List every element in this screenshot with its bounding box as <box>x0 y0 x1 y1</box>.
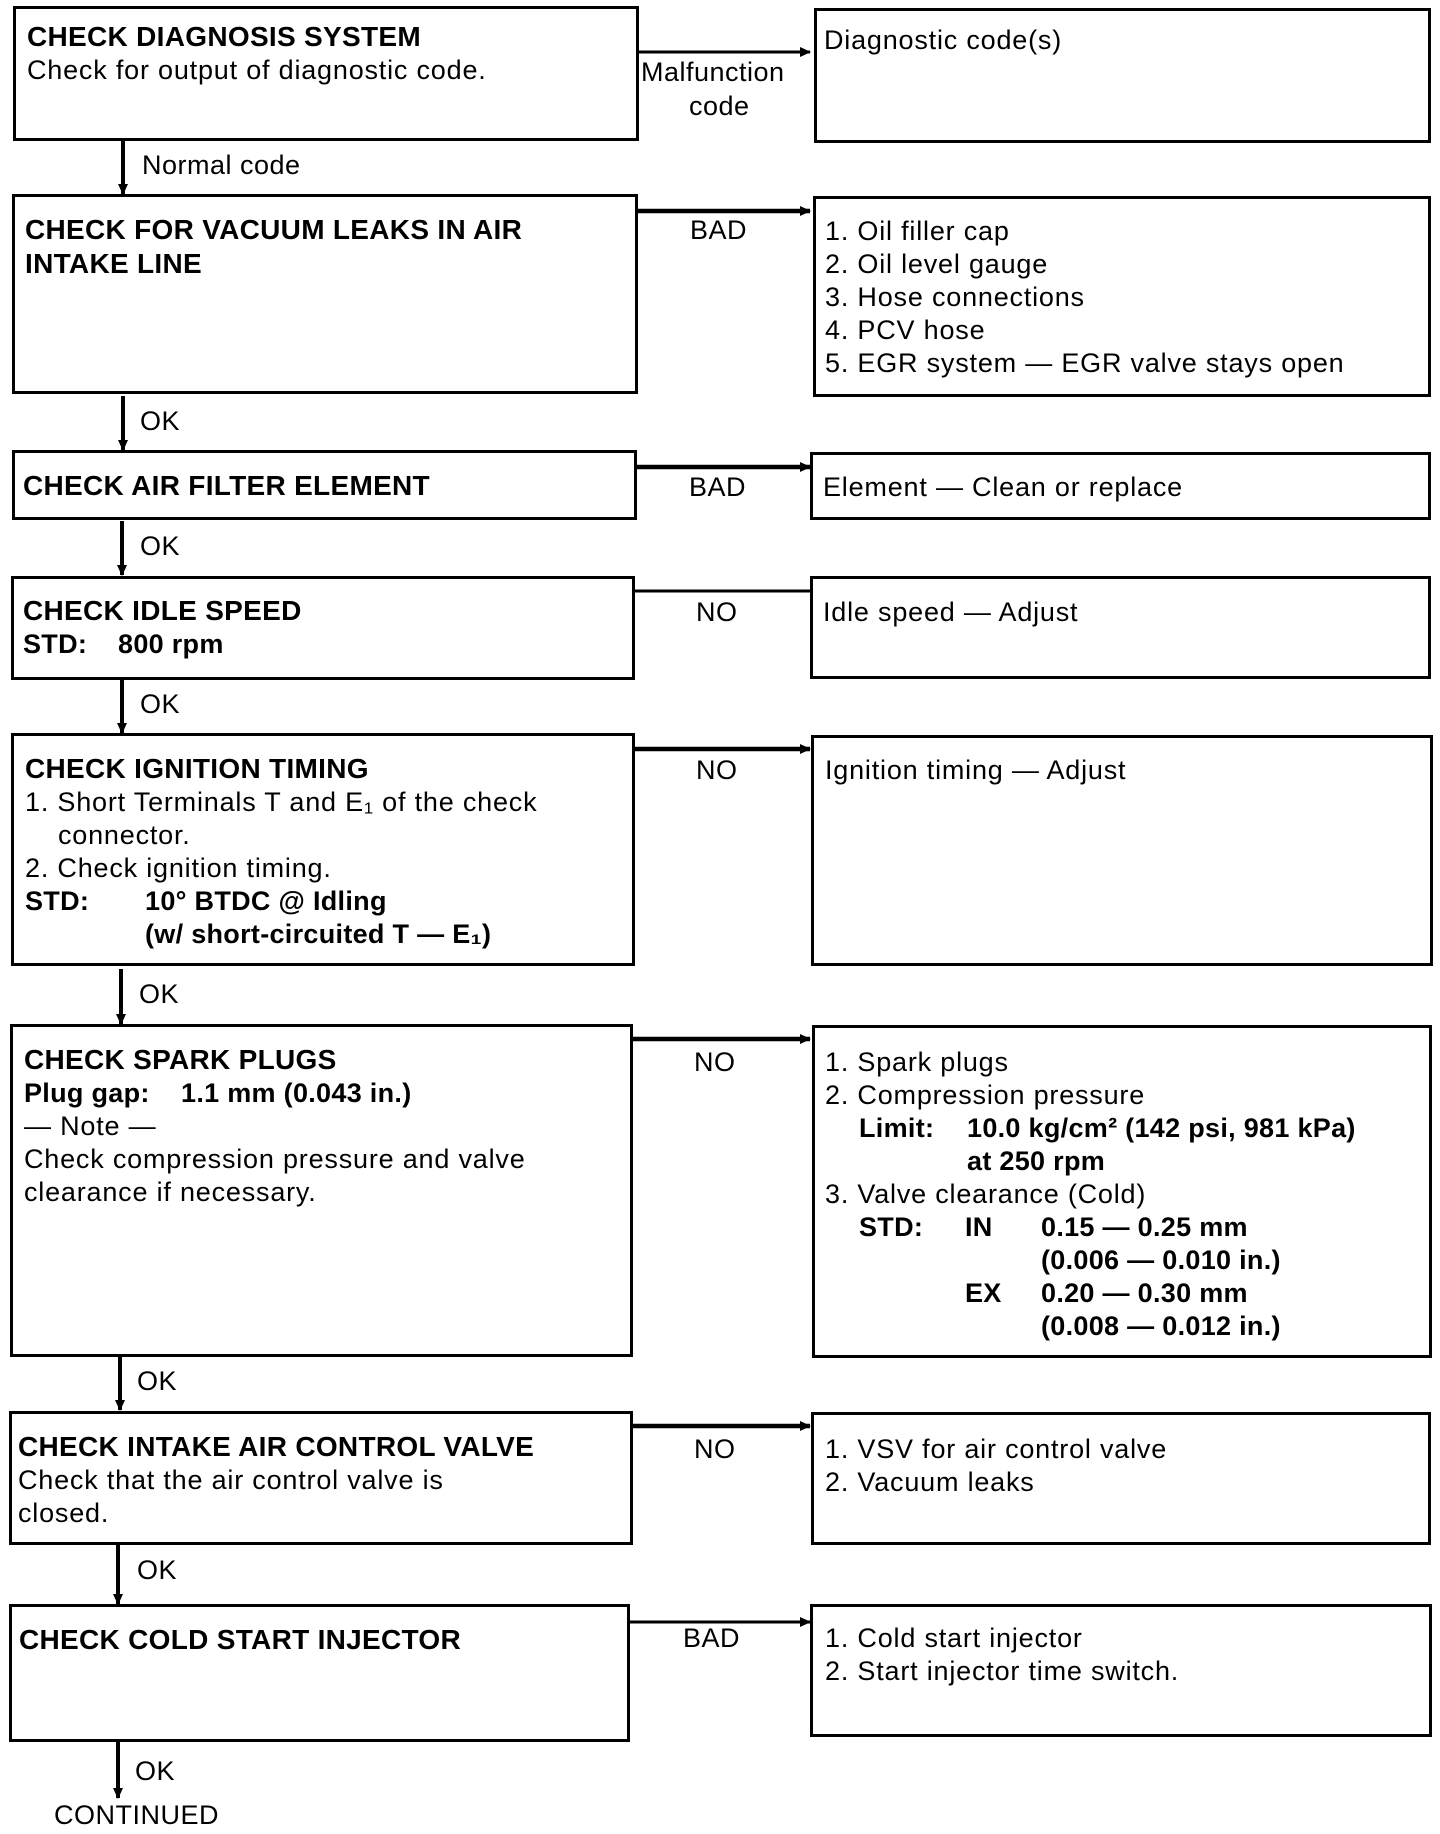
step-6-limit-value-2: at 250 rpm <box>967 1146 1106 1176</box>
step-1-next-label: Normal code <box>142 150 301 180</box>
step-8-title: CHECK COLD START INJECTOR <box>19 1624 462 1655</box>
step-6-ex-label: EX <box>965 1278 1002 1308</box>
step-8-branch-label: BAD <box>683 1623 741 1653</box>
step-7-body-1: Check that the air control valve is <box>18 1465 444 1495</box>
step-7-result-2: 2. Vacuum leaks <box>825 1467 1035 1497</box>
step-6-gap-value: 1.1 mm (0.043 in.) <box>181 1078 412 1108</box>
step-4-std-value: 800 rpm <box>118 629 224 659</box>
step-1-branch-label-line-2: code <box>689 91 750 121</box>
step-5-body-1: 1. Short Terminals T and E₁ of the check <box>25 787 538 817</box>
step-1-title: CHECK DIAGNOSIS SYSTEM <box>27 21 421 52</box>
step-8-next-label: OK <box>135 1756 176 1786</box>
step-6-result-3: 3. Valve clearance (Cold) <box>825 1179 1147 1209</box>
step-7-result-1: 1. VSV for air control valve <box>825 1434 1168 1464</box>
step-4-next-label: OK <box>140 689 181 719</box>
step-5-branch-label: NO <box>696 755 738 785</box>
step-1-result: Diagnostic code(s) <box>824 25 1062 55</box>
step-3-branch-label: BAD <box>689 472 747 502</box>
step-8-result-2: 2. Start injector time switch. <box>825 1656 1180 1686</box>
step-6-result-1: 1. Spark plugs <box>825 1047 1009 1077</box>
step-2-branch-label: BAD <box>690 215 748 245</box>
step-2-next-label: OK <box>140 406 181 436</box>
step-6-limit-label: Limit: <box>859 1113 935 1143</box>
step-2-result-1: 1. Oil filler cap <box>825 216 1010 246</box>
step-4-title: CHECK IDLE SPEED <box>23 595 302 626</box>
step-5-std-label: STD: <box>25 886 90 916</box>
step-2-result-3: 3. Hose connections <box>825 282 1085 312</box>
step-7-branch-label: NO <box>694 1434 736 1464</box>
step-6-limit-value: 10.0 kg/cm² (142 psi, 981 kPa) <box>967 1113 1356 1143</box>
step-6-branch-label: NO <box>694 1047 736 1077</box>
step-2-result-5: 5. EGR system — EGR valve stays open <box>825 348 1345 378</box>
step-5-next-label: OK <box>139 979 180 1009</box>
step-2-title-line-1: CHECK FOR VACUUM LEAKS IN AIR <box>25 214 523 245</box>
step-4-result: Idle speed — Adjust <box>823 597 1079 627</box>
step-4-std-label: STD: <box>23 629 88 659</box>
step-5-body-2: connector. <box>58 820 191 850</box>
step-6-body-2: clearance if necessary. <box>24 1177 317 1207</box>
step-5-std-value: 10° BTDC @ Idling <box>145 886 387 916</box>
step-6-in-label: IN <box>965 1212 993 1242</box>
step-6-result-2: 2. Compression pressure <box>825 1080 1146 1110</box>
step-7-title: CHECK INTAKE AIR CONTROL VALVE <box>18 1431 535 1462</box>
step-6-title: CHECK SPARK PLUGS <box>24 1044 337 1075</box>
step-6-in-value: 0.15 — 0.25 mm <box>1041 1212 1248 1242</box>
step-6-std-label: STD: <box>859 1212 924 1242</box>
step-6-body-1: Check compression pressure and valve <box>24 1144 526 1174</box>
step-4-branch-label: NO <box>696 597 738 627</box>
step-2-result-4: 4. PCV hose <box>825 315 986 345</box>
step-2-result-2: 2. Oil level gauge <box>825 249 1049 279</box>
step-8-result-1: 1. Cold start injector <box>825 1623 1083 1653</box>
step-6-ex-value: 0.20 — 0.30 mm <box>1041 1278 1248 1308</box>
check-idle-speed-box <box>11 576 635 680</box>
step-3-result: Element — Clean or replace <box>823 472 1183 502</box>
step-6-gap-label: Plug gap: <box>24 1078 150 1108</box>
step-7-next-label: OK <box>137 1555 178 1585</box>
step-6-note-heading: — Note — <box>24 1111 157 1141</box>
step-5-std-value-2: (w/ short-circuited T — E₁) <box>145 919 492 949</box>
step-5-result: Ignition timing — Adjust <box>825 755 1127 785</box>
step-1-branch-label-line-1: Malfunction <box>641 57 785 87</box>
continued-label: CONTINUED <box>54 1800 219 1830</box>
step-5-body-3: 2. Check ignition timing. <box>25 853 332 883</box>
step-5-title: CHECK IGNITION TIMING <box>25 753 369 784</box>
step-6-in-value-2: (0.006 — 0.010 in.) <box>1041 1245 1281 1275</box>
step-3-next-label: OK <box>140 531 181 561</box>
step-1-body: Check for output of diagnostic code. <box>27 55 487 85</box>
step-6-next-label: OK <box>137 1366 178 1396</box>
step-3-title: CHECK AIR FILTER ELEMENT <box>23 470 430 501</box>
step-2-title-line-2: INTAKE LINE <box>25 248 203 279</box>
step-7-body-2: closed. <box>18 1498 110 1528</box>
idle-speed-result-box <box>810 576 1431 679</box>
step-6-ex-value-2: (0.008 — 0.012 in.) <box>1041 1311 1281 1341</box>
